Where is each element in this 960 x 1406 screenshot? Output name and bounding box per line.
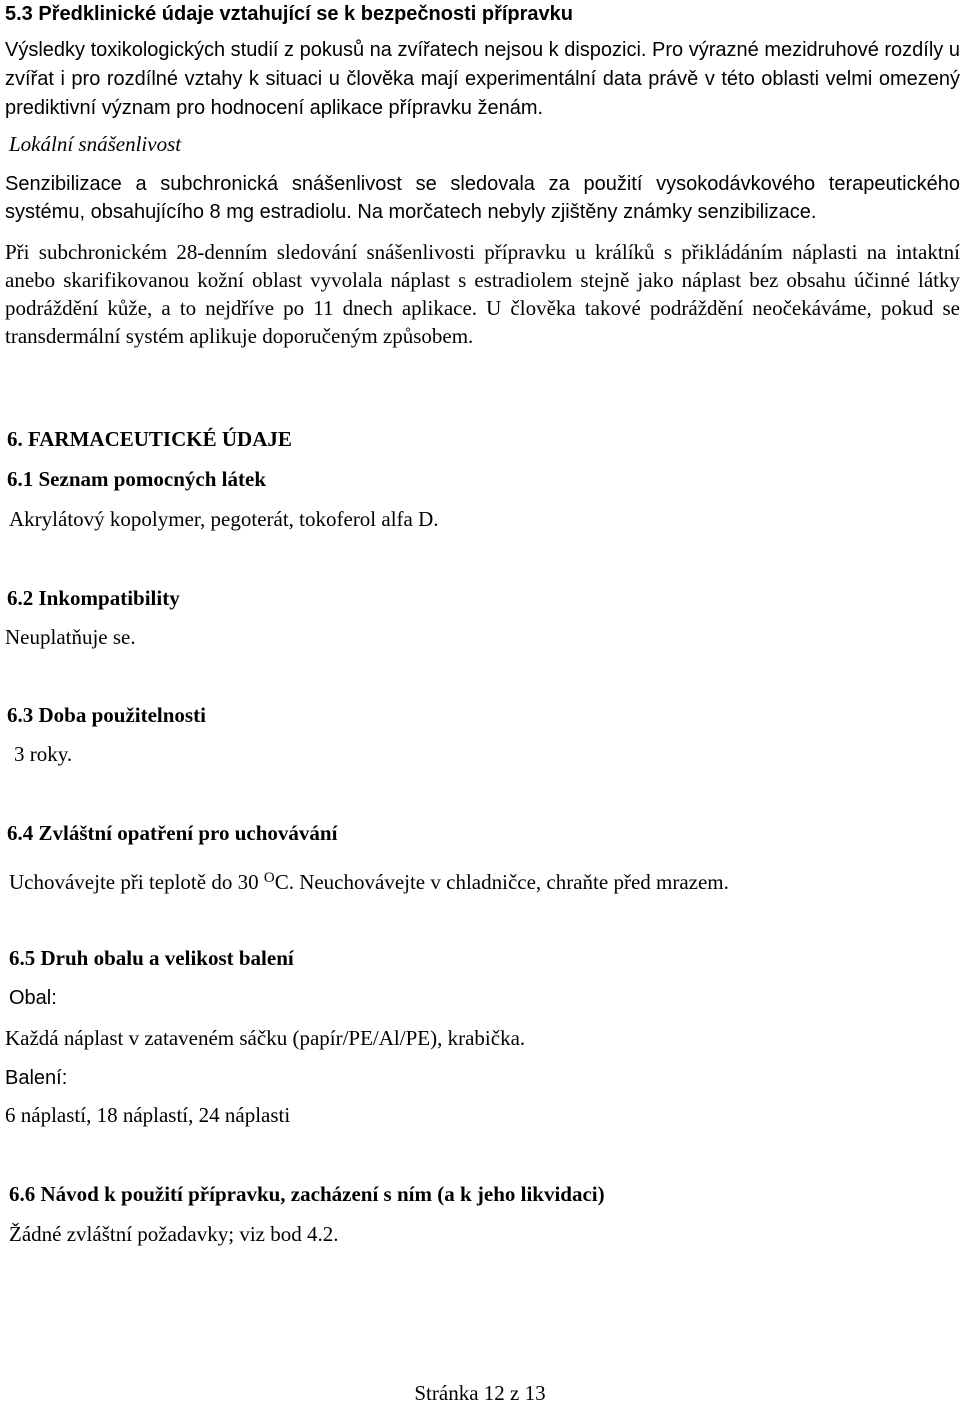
storage-text-after: C. Neuchovávejte v chladničce, chraňte před mrazem.	[274, 870, 729, 894]
subheading-local-tolerance: Lokální snášenlivost	[9, 132, 182, 156]
section-6-5-heading: 6.5 Druh obalu a velikost balení	[9, 946, 294, 970]
shelf-life-text: 3 roky.	[14, 742, 73, 766]
section-6-4-heading: 6.4 Zvláštní opatření pro uchovávání	[7, 821, 338, 845]
excipients-text: Akrylátový kopolymer, pegoterát, tokoferol alfa D.	[9, 507, 439, 531]
section-5-3-intro: Výsledky toxikologických studií z pokusů na zvířatech nejsou k dispozici. Pro výrazné mezidruhové rozdíly u zvířat i pro rozdílné vztahy k situaci u člověka mají experimentální data právě v této oblasti velmi omezený prediktivní význam pro hodnocení aplikace přípravku ženám.	[5, 39, 960, 119]
package-text: Každá náplast v zataveném sáčku (papír/PE/Al/PE), krabička.	[5, 1026, 526, 1050]
incompatibility-text: Neuplatňuje se.	[5, 625, 136, 649]
section-5-3-heading: 5.3 Předklinické údaje vztahující se k bezpečnosti přípravku	[5, 3, 573, 25]
pack-size-label: Balení:	[5, 1067, 68, 1089]
section-6-3-heading: 6.3 Doba použitelnosti	[7, 703, 206, 727]
package-label: Obal:	[9, 987, 57, 1009]
page-number-footer: Stránka 12 z 13	[414, 1381, 546, 1405]
section-6-6-heading: 6.6 Návod k použití přípravku, zacházení s ním (a k jeho likvidaci)	[9, 1182, 605, 1206]
degree-symbol: O	[263, 870, 275, 886]
section-6-2-heading: 6.2 Inkompatibility	[7, 586, 180, 610]
paragraph-subchronic: Při subchronickém 28-denním sledování snášenlivosti přípravku u králíků s přikládáním náplasti na intaktní anebo skarifikovanou kožní oblast vyvolala náplast s estradiolem stejně jako náplast bez obsahu účinné látky podráždění kůže, a to nejdříve po 11 dnech aplikace. U člověka takové podráždění neočekáváme, pokud se transdermální systém aplikuje doporučeným způsobem.	[5, 240, 960, 348]
section-6-heading: 6. FARMACEUTICKÉ ÚDAJE	[7, 427, 292, 451]
section-6-1-heading: 6.1 Seznam pomocných látek	[7, 467, 266, 491]
storage-text-before: Uchovávejte při teplotě do 30	[9, 870, 264, 894]
storage-text	[9, 864, 729, 896]
paragraph-sensitization: Senzibilizace a subchronická snášenlivost se sledovala za použití vysokodávkového terapeutického systému, obsahujícího 8 mg estradiolu. Na morčatech nebyly zjištěny známky senzibilizace.	[5, 173, 960, 223]
pack-size-text: 6 náplastí, 18 náplastí, 24 náplasti	[5, 1103, 291, 1127]
handling-text: Žádné zvláštní požadavky; viz bod 4.2.	[9, 1222, 339, 1246]
